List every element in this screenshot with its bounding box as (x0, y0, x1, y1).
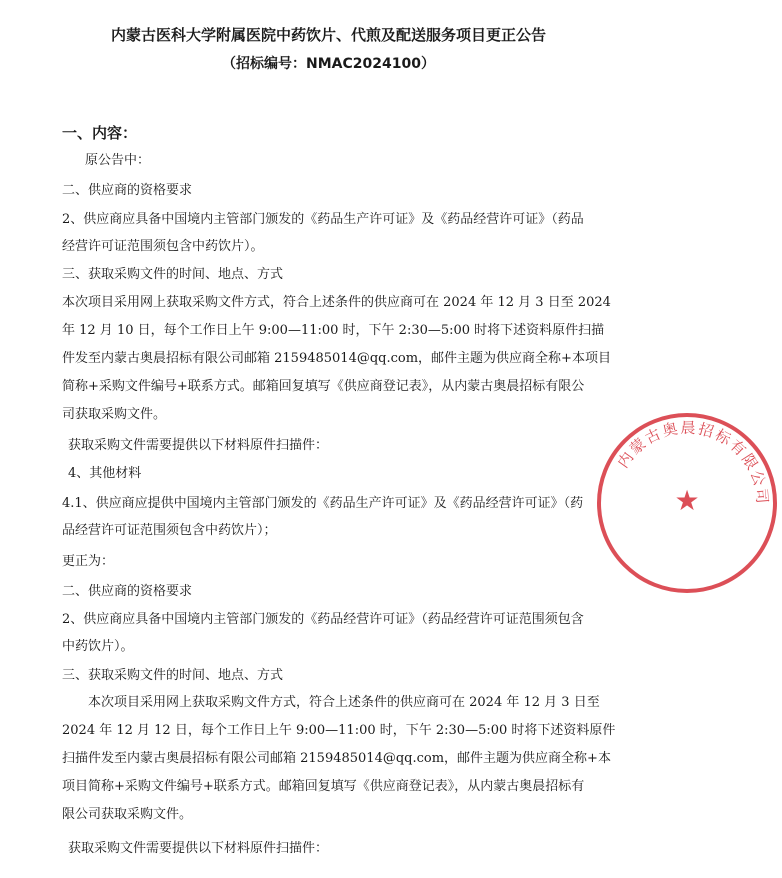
paragraph-line: 本次项目采用网上获取采购文件方式，符合上述条件的供应商可在 2024 年 12 月 3 日至 (88, 695, 600, 710)
paragraph-line: 简称+采购文件编号+联系方式。邮箱回复填写《供应商登记表》，从内蒙古奥晨招标有限公 (62, 379, 585, 394)
subsection-qualification: 二、供应商的资格要求 (62, 183, 193, 198)
document-title: 内蒙古医科大学附属医院中药饮片、代煎及配送服务项目更正公告 (110, 26, 546, 44)
company-seal-stamp (592, 408, 782, 598)
materials-intro-corrected: 获取采购文件需要提供以下材料原件扫描件： (68, 841, 329, 856)
paragraph-line: 2、供应商应具备中国境内主管部门颁发的《药品经营许可证》（药品经营许可证范围须包含 (62, 612, 584, 627)
paragraph-line: 中药饮片）。 (62, 639, 134, 654)
paragraph-line: 4.1、供应商应提供中国境内主管部门颁发的《药品生产许可证》及《药品经营许可证》（药 (62, 496, 584, 511)
paragraph-line: 年 12 月 10 日，每个工作日上午 9:00—11:00 时，下午 2:30—5:00 时将下述资料原件扫描 (62, 323, 605, 338)
seal-text: 内蒙古奥晨招标有限公司 (613, 418, 772, 507)
paragraph-line: 司获取采购文件。 (62, 407, 167, 422)
svg-text:★: ★ (674, 484, 700, 517)
paragraph-line: 经营许可证范围须包含中药饮片）。 (62, 239, 264, 254)
subsection-qualification-corrected: 二、供应商的资格要求 (62, 584, 193, 599)
paragraph-line: 件发至内蒙古奥晨招标有限公司邮箱 2159485014@qq.com，邮件主题为供应商全称+本项目 (62, 351, 611, 366)
paragraph-line: 扫描件发至内蒙古奥晨招标有限公司邮箱 2159485014@qq.com，邮件主题为供应商全称+本 (62, 751, 611, 766)
paragraph-line: 本次项目采用网上获取采购文件方式，符合上述条件的供应商可在 2024 年 12 月 3 日至 2024 (62, 295, 611, 310)
paragraph-line: 品经营许可证范围须包含中药饮片）； (62, 523, 277, 538)
corrected-label: 更正为： (62, 554, 115, 569)
paragraph-line: 项目简称+采购文件编号+联系方式。邮箱回复填写《供应商登记表》，从内蒙古奥晨招标有 (62, 779, 585, 794)
paragraph-line: 限公司获取采购文件。 (62, 807, 193, 822)
subsection-procurement-time: 三、获取采购文件的时间、地点、方式 (62, 267, 284, 282)
section-heading-content: 一、内容： (62, 124, 138, 142)
subsection-other-materials: 4、其他材料 (68, 466, 142, 481)
original-notice-label: 原公告中： (85, 153, 151, 168)
paragraph-line: 2、供应商应具备中国境内主管部门颁发的《药品生产许可证》及《药品经营许可证》（药品 (62, 212, 584, 227)
subsection-procurement-time-corrected: 三、获取采购文件的时间、地点、方式 (62, 668, 284, 683)
tender-number: （招标编号：NMAC2024100） (222, 56, 435, 72)
materials-intro: 获取采购文件需要提供以下材料原件扫描件： (68, 438, 329, 453)
paragraph-line: 2024 年 12 月 12 日，每个工作日上午 9:00—11:00 时，下午 2:30—5:00 时将下述资料原件 (62, 723, 616, 738)
